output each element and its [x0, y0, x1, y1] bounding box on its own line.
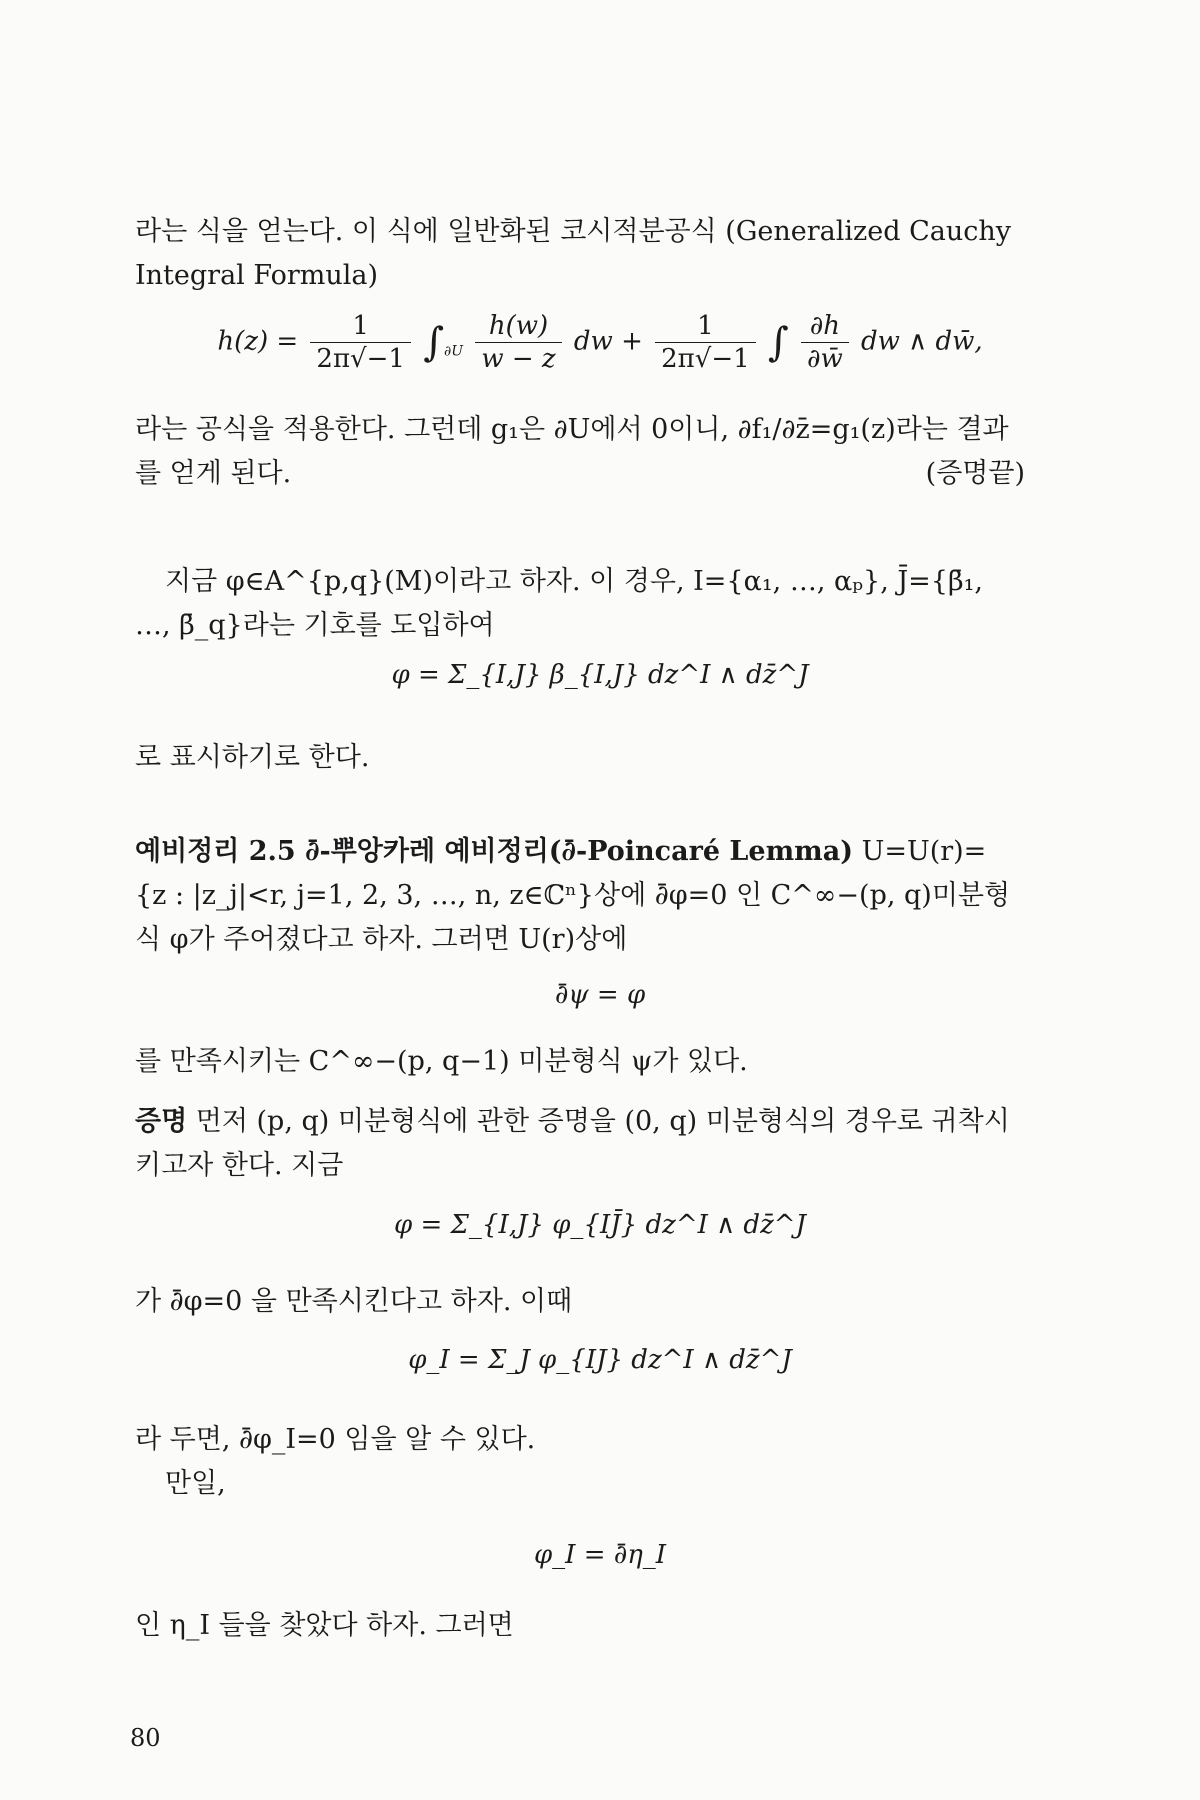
integral-sign-2: ∫	[767, 319, 789, 366]
paragraph-3: 지금 φ∈A^{p,q}(M)이라고 하자. 이 경우, I={α₁, …, αₚ}, J̄={β̄₁, …, β̄_q}라는 기호를 도입하여	[135, 566, 983, 641]
proof-text: 먼저 (p, q) 미분형식에 관한 증명을 (0, q) 미분형식의 경우로 귀착시키고자 한다. 지금	[135, 1106, 1010, 1181]
eq1-f3-denominator: 2π√−1	[661, 344, 750, 374]
lemma-text: U=U(r)= {z : |z_j|<r, j=1, 2, 3, …, n, z∈ℂⁿ}상에 ∂̄φ=0 인 C^∞−(p, q)미분형식 φ가 주어졌다고 하자. 그러면 U(r)상에	[135, 836, 1011, 955]
integral-domain: ∂U	[444, 343, 464, 360]
eq1-fraction-1	[310, 310, 411, 375]
eq1-f3-numerator: 1	[655, 310, 756, 343]
paragraph-5: 를 만족시키는 C^∞−(p, q−1) 미분형식 ψ가 있다.	[135, 1046, 748, 1077]
paragraph-2-text: 라는 공식을 적용한다. 그런데 g₁은 ∂U에서 0이니, ∂f₁/∂z̄=g₁(z)라는 결과를 얻게 된다.	[135, 414, 1009, 489]
equation-dbar-psi: ∂̄ψ = φ	[554, 980, 646, 1010]
page-number: 80	[130, 1724, 161, 1752]
paragraph-4: 로 표시하기로 한다.	[135, 742, 370, 773]
eq1-f2-denominator: w − z	[481, 344, 556, 374]
equation-phi-sum: φ = Σ_{I,J} β_{I,J} dz^I ∧ dz̄^J	[391, 660, 809, 690]
qed-mark: (증명끝)	[925, 458, 1025, 489]
cauchy-integral-formula	[0, 310, 1200, 375]
eq1-f1-numerator: 1	[310, 310, 411, 343]
equation-phi-sum-2: φ = Σ_{I,J} φ_{IJ̄} dz^I ∧ dz̄^J	[394, 1210, 806, 1240]
paragraph-8: 만일,	[165, 1468, 226, 1499]
eq1-fraction-3	[655, 310, 756, 375]
eq1-mid: dw +	[573, 326, 643, 357]
equation-phi-i: φ_I = Σ_J φ_{IJ} dz^I ∧ dz̄^J	[408, 1345, 792, 1375]
proof-label: 증명	[135, 1106, 188, 1137]
eq1-tail: dw ∧ dw̄,	[861, 326, 983, 357]
lemma-2-5	[135, 830, 1025, 962]
eq1-fraction-2	[475, 310, 561, 375]
eq1-fraction-4	[801, 310, 849, 375]
eq1-f4-numerator: ∂h	[801, 310, 849, 343]
eq1-f2-numerator: h(w)	[475, 310, 561, 343]
paragraph-9: 인 η_I 들을 찾았다 하자. 그러면	[135, 1610, 514, 1641]
lemma-label: 예비정리 2.5 ∂̄-뿌앙카레 예비정리(∂̄-Poincaré Lemma)	[135, 836, 853, 867]
equation-phi-dbar-eta: φ_I = ∂̄η_I	[533, 1540, 667, 1570]
paragraph-2	[135, 408, 1025, 496]
eq1-f1-denominator: 2π√−1	[316, 344, 405, 374]
paragraph-7: 라 두면, ∂̄φ_I=0 임을 알 수 있다.	[135, 1424, 536, 1455]
paragraph-1: 라는 식을 얻는다. 이 식에 일반화된 코시적분공식 (Generalized Cauchy Integral Formula)	[135, 216, 1012, 291]
eq1-lhs: h(z) =	[217, 326, 299, 357]
paragraph-6: 가 ∂̄φ=0 을 만족시킨다고 하자. 이때	[135, 1286, 573, 1317]
proof-block	[135, 1100, 1025, 1188]
integral-sign-1: ∫	[423, 319, 445, 366]
eq1-f4-denominator: ∂w̄	[807, 344, 843, 374]
